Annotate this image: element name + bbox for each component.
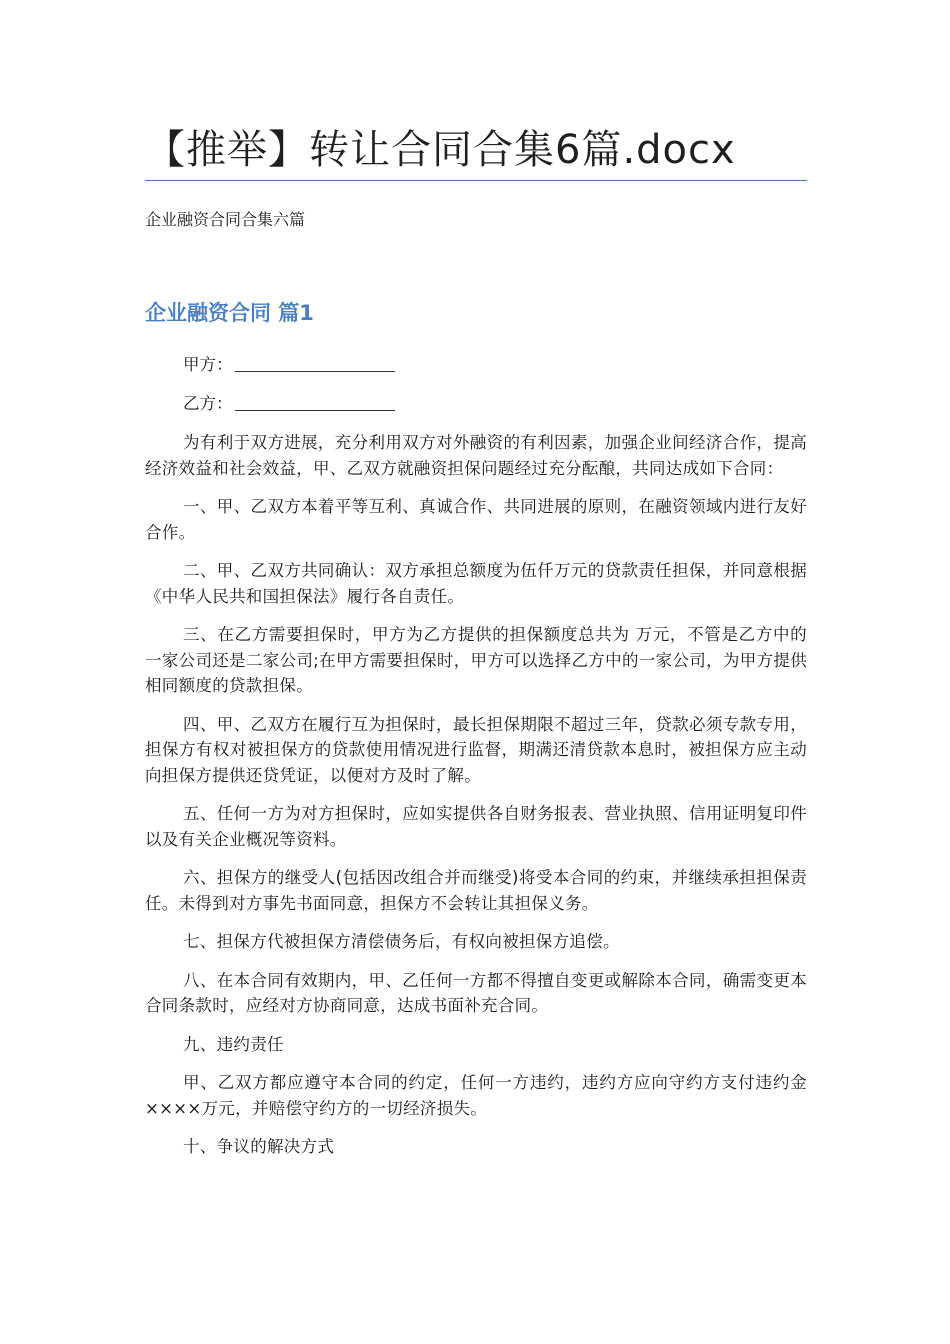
party-a-label: 甲方： (183, 355, 233, 374)
paragraph: 十、争议的解决方式 (183, 1137, 335, 1156)
paragraph: 三、在乙方需要担保时，甲方为乙方提供的担保额度总共为 万元，不管是乙方中的一家公司还是二家公司;在甲方需要担保时，甲方可以选择乙方中的一家公司，为甲方提供相同额度的贷款担保。 (145, 625, 807, 695)
contract-body (145, 352, 807, 1173)
paragraph: 五、任何一方为对方担保时，应如实提供各自财务报表、营业执照、信用证明复印件以及有关企业概况等资料。 (145, 804, 807, 849)
paragraph: 六、担保方的继受人(包括因改组合并而继受)将受本合同的约束，并继续承担担保责任。未得到对方事先书面同意，担保方不会转让其担保义务。 (145, 868, 807, 913)
document-title: 【推举】转让合同合集6篇.docx (145, 127, 736, 173)
party-b-label: 乙方： (183, 394, 233, 413)
paragraph: 一、甲、乙双方本着平等互利、真诚合作、共同进展的原则，在融资领域内进行友好合作。 (145, 497, 807, 542)
paragraph: 甲、乙双方都应遵守本合同的约定，任何一方违约，违约方应向守约方支付违约金××××万元，并赔偿守约方的一切经济损失。 (145, 1073, 807, 1118)
paragraph: 八、在本合同有效期内，甲、乙任何一方都不得擅自变更或解除本合同，确需变更本合同条款时，应经对方协商同意，达成书面补充合同。 (145, 970, 807, 1015)
party-a-blank (235, 353, 395, 372)
paragraph: 九、违约责任 (183, 1034, 284, 1054)
party-b-blank (235, 392, 395, 411)
paragraph: 二、甲、乙双方共同确认：双方承担总额度为伍仟万元的贷款责任担保，并同意根据《中华人民共和国担保法》履行各自责任。 (145, 561, 807, 606)
paragraph: 四、甲、乙双方在履行互为担保时，最长担保期限不超过三年，贷款必须专款专用，担保方有权对被担保方的贷款使用情况进行监督，期满还清贷款本息时，被担保方应主动向担保方提供还贷凭证，以便对方及时了解。 (145, 714, 807, 785)
party-a-line (145, 352, 807, 377)
party-b-line (145, 391, 807, 416)
title-divider (145, 180, 807, 181)
paragraph: 七、担保方代被担保方清偿债务后，有权向被担保方追偿。 (183, 932, 620, 951)
document-subtitle: 企业融资合同合集六篇 (145, 210, 306, 229)
section-heading: 企业融资合同 篇1 (145, 301, 314, 325)
paragraph: 为有利于双方进展，充分利用双方对外融资的有利因素，加强企业间经济合作，提高经济效益和社会效益，甲、乙双方就融资担保问题经过充分酝酿，共同达成如下合同： (145, 433, 807, 478)
